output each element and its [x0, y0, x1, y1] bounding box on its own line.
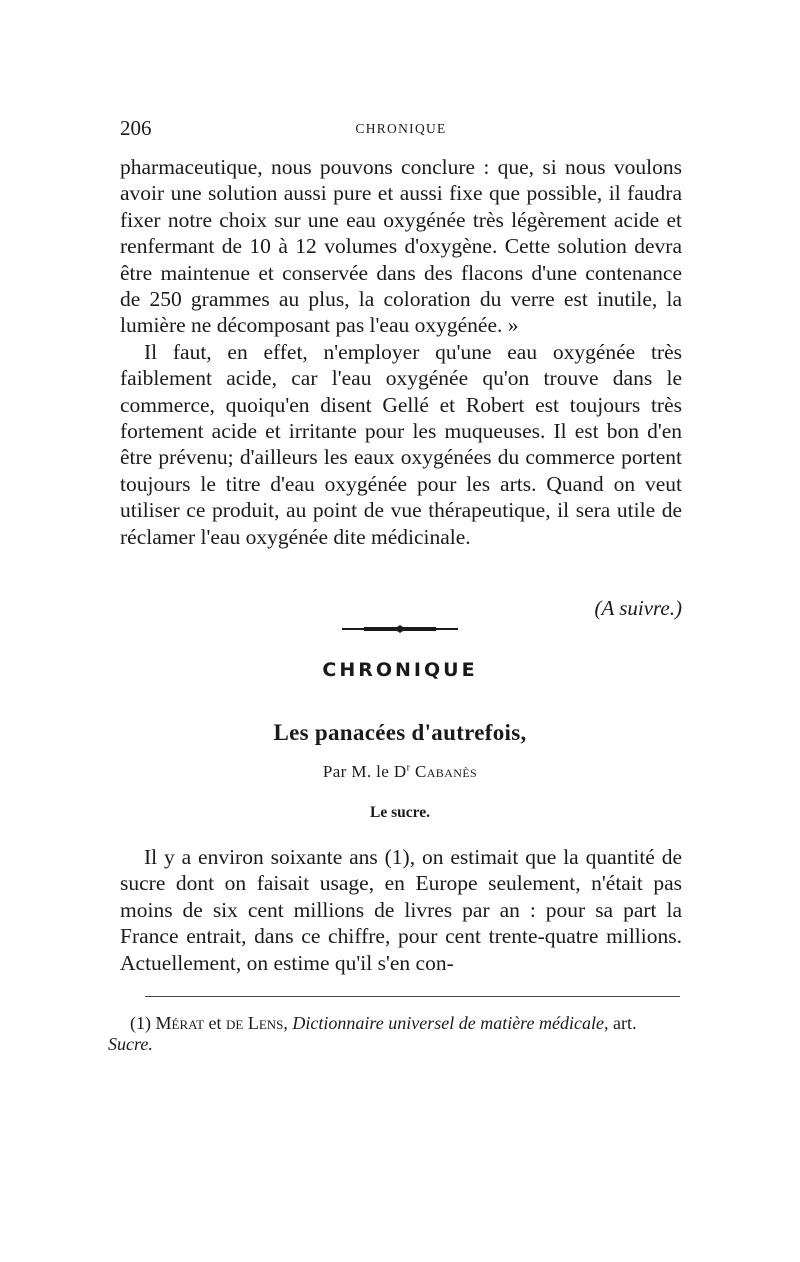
author-name: Cabanès	[414, 762, 478, 781]
footnote-author: Mérat	[155, 1013, 205, 1033]
byline	[0, 762, 800, 782]
to-be-continued-note: (A suivre.)	[594, 596, 682, 620]
section-divider-ornament	[340, 624, 460, 634]
footnote-article-prefix: art.	[612, 1013, 637, 1033]
footnote-work-title: Dictionnaire universel de matière médicale,	[292, 1013, 609, 1033]
byline-prefix: Par M. le D	[322, 762, 407, 781]
footnote-article-name: Sucre.	[108, 1034, 153, 1054]
footnote-divider	[145, 996, 680, 997]
body-text-top	[120, 154, 682, 550]
footnote-author: de Lens,	[226, 1013, 288, 1033]
byline-superscript: r	[406, 762, 411, 774]
footnote	[108, 1013, 684, 1055]
footnote-marker: (1)	[130, 1013, 151, 1033]
footnote-connector: et	[208, 1013, 222, 1033]
body-text-article	[120, 844, 682, 976]
section-title: CHRONIQUE	[322, 659, 478, 681]
running-head: CHRONIQUE	[355, 121, 447, 136]
paragraph: Il y a environ soixante ans (1), on estimait que la quantité de sucre dont on faisait usage, en Europe seulement, n'était pas moins de six cent millions de livres par an : pour sa part la France entrait, dans ce chiffre, pour cent trente-quatre millions. Actuellement, on estime qu'il s'en con-	[120, 845, 682, 975]
page-header	[120, 116, 682, 140]
article-subtitle: Le sucre.	[370, 804, 430, 821]
paragraph: pharmaceutique, nous pouvons conclure : que, si nous voulons avoir une solution aussi pure et aussi fixe que possible, il faudra fixer notre choix sur une eau oxygénée très légèrement acide et renfermant de 10 à 12 volumes d'oxygène. Cette solution devra être maintenue et conservée dans des flacons d'une contenance de 250 grammes au plus, la coloration du verre est inutile, la lumière ne décomposant pas l'eau oxygénée. »	[120, 155, 682, 338]
paragraph: Il faut, en effet, n'employer qu'une eau oxygénée très faiblement acide, car l'eau oxygénée qu'on trouve dans le commerce, quoiqu'en disent Gellé et Robert est toujours très fortement acide et irritante pour les muqueuses. Il est bon d'en être prévenu; d'ailleurs les eaux oxygénées du commerce portent toujours le titre d'eau oxygénée pour les arts. Quand on veut utiliser ce produit, au point de vue thérapeutique, il sera utile de réclamer l'eau oxygénée dite médicinale.	[120, 339, 682, 549]
page-number: 206	[120, 116, 152, 140]
article-title: Les panacées d'autrefois,	[273, 720, 527, 745]
